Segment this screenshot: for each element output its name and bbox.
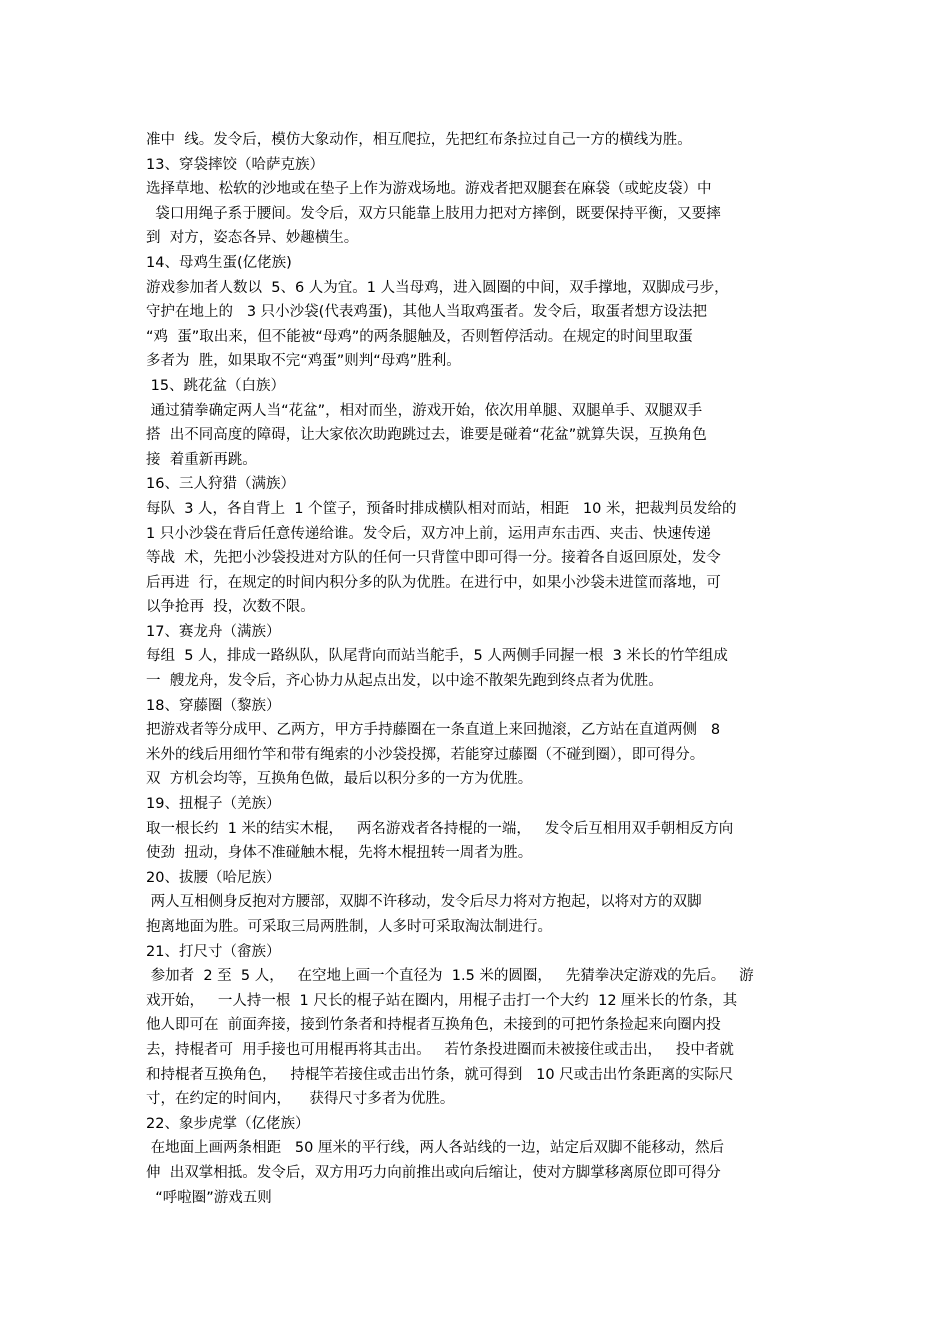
text-line: 14、母鸡生蛋(亿佬族) [146, 254, 292, 271]
text-line: 袋口用绳子系于腰间。发令后，双方只能靠上肢用力把对方摔倒，既要保持平衡，又要摔 [146, 205, 721, 222]
text-line: “呼啦圈”游戏五则 [146, 1189, 272, 1206]
text-line: 准中 线。发令后，模仿大象动作，相互爬拉，先把红布条拉过自己一方的横线为胜。 [146, 132, 692, 148]
text-line: 参加者 2 至 5 人， 在空地上画一个直径为 1.5 米的圆圈， 先猜拳决定游戏的先后。 游 [146, 968, 754, 985]
text-line: 在地面上画两条相距 50 厘米的平行线，两人各站线的一边，站定后双脚不能移动，然后 [146, 1140, 724, 1157]
text-line: “鸡 蛋”取出来，但不能被“母鸡”的两条腿触及，否则暂停活动。在规定的时间里取蛋 [146, 328, 693, 345]
text-line: 通过猜拳确定两人当“花盆”，相对而坐，游戏开始，依次用单腿、双腿单手、双腿双手 [146, 402, 703, 419]
text-line: 20、拔腰（哈尼族） [146, 869, 281, 886]
text-line: 等战 术，先把小沙袋投进对方队的任何一只背筐中即可得一分。接着各自返回原处，发令 [146, 550, 721, 567]
text-line: 双 方机会均等，互换角色做，最后以积分多的一方为优胜。 [146, 771, 533, 788]
text-line: 和持棍者互换角色， 持棍竿若接住或击出竹条，就可得到 10 尺或击出竹条距离的实际尺 [146, 1066, 734, 1083]
text-line: 去，持棍者可 用手接也可用棍再将其击出。 若竹条投进圈而未被接住或击出， 投中者就 [146, 1041, 734, 1058]
text-line: 每队 3 人，各自背上 1 个筐子，预备时排成横队相对而站，相距 10 米，把裁判员发给的 [146, 500, 737, 517]
text-line: 后再进 行，在规定的时间内积分多的队为优胜。在进行中，如果小沙袋未进筐而落地，可 [146, 574, 721, 591]
text-line: 两人互相侧身反抱对方腰部，双脚不许移动，发令后尽力将对方抱起，以将对方的双脚 [146, 894, 702, 911]
text-line: 19、扭棍子（羌族） [146, 796, 281, 813]
text-line: 戏开始， 一人持一根 1 尺长的棍子站在圈内，用棍子击打一个大约 12 厘米长的竹条，其 [146, 992, 738, 1009]
text-line: 他人即可在 前面奔接，接到竹条者和持棍者互换角色，未接到的可把竹条捡起来向圈内投 [146, 1017, 721, 1034]
text-line: 选择草地、松软的沙地或在垫子上作为游戏场地。游戏者把双腿套在麻袋（或蛇皮袋）中 [146, 181, 712, 198]
text-line: 多者为 胜，如果取不完“鸡蛋”则判“母鸡”胜利。 [146, 353, 461, 370]
text-line: 1 只小沙袋在背后任意传递给谁。发令后，双方冲上前，运用声东击西、夹击、快速传递 [146, 525, 711, 542]
text-line: 以争抢再 投，次数不限。 [146, 599, 315, 616]
text-line: 抱离地面为胜。可采取三局两胜制，人多时可采取淘汰制进行。 [146, 919, 552, 935]
text-line: 守护在地上的 3 只小沙袋(代表鸡蛋)，其他人当取鸡蛋者。发令后，取蛋者想方设法把 [146, 304, 707, 321]
text-line: 18、穿藤圈（黎族） [146, 697, 281, 714]
text-line: 米外的线后用细竹竿和带有绳索的小沙袋投掷，若能穿过藤圈（不碰到圈），即可得分。 [146, 746, 705, 763]
text-line: 13、穿袋摔饺（哈萨克族） [146, 156, 324, 173]
text-line: 取一根长约 1 米的结实木棍， 两名游戏者各持棍的一端， 发令后互相用双手朝相反方向 [146, 820, 734, 837]
text-line: 伸 出双掌相抵。发令后，双方用巧力向前推出或向后缩让，使对方脚掌移离原位即可得分 [146, 1164, 721, 1181]
document-body [146, 128, 810, 1210]
text-line: 一 艘龙舟，发令后，齐心协力从起点出发，以中途不散架先跑到终点者为优胜。 [146, 673, 663, 690]
text-line: 21、打尺寸（畲族） [146, 943, 281, 960]
text-line: 接 着重新再跳。 [146, 451, 257, 468]
text-line: 15、跳花盆（白族） [146, 377, 286, 394]
text-line: 寸，在约定的时间内， 获得尺寸多者为优胜。 [146, 1091, 455, 1108]
text-line: 16、三人狩猎（满族） [146, 476, 295, 493]
text-line: 17、赛龙舟（满族） [146, 623, 281, 640]
text-line: 把游戏者等分成甲、乙两方，甲方手持藤圈在一条直道上来回抛滚，乙方站在直道两侧 8 [146, 722, 721, 739]
text-line: 使劲 扭动，身体不准碰触木棍，先将木棍扭转一周者为胜。 [146, 845, 533, 862]
text-line: 搭 出不同高度的障碍，让大家依次助跑跳过去，谁要是碰着“花盆”就算失误，互换角色 [146, 427, 707, 444]
text-line: 每组 5 人，排成一路纵队，队尾背向而站当舵手，5 人两侧手同握一根 3 米长的竹竿组成 [146, 648, 728, 665]
text-line: 到 对方，姿态各异、妙趣横生。 [146, 230, 359, 247]
text-line: 22、象步虎掌（亿佬族） [146, 1115, 310, 1132]
text-line: 游戏参加者人数以 5、6 人为宜。1 人当母鸡，进入圆圈的中间，双手撑地，双脚成弓步， [146, 279, 729, 296]
